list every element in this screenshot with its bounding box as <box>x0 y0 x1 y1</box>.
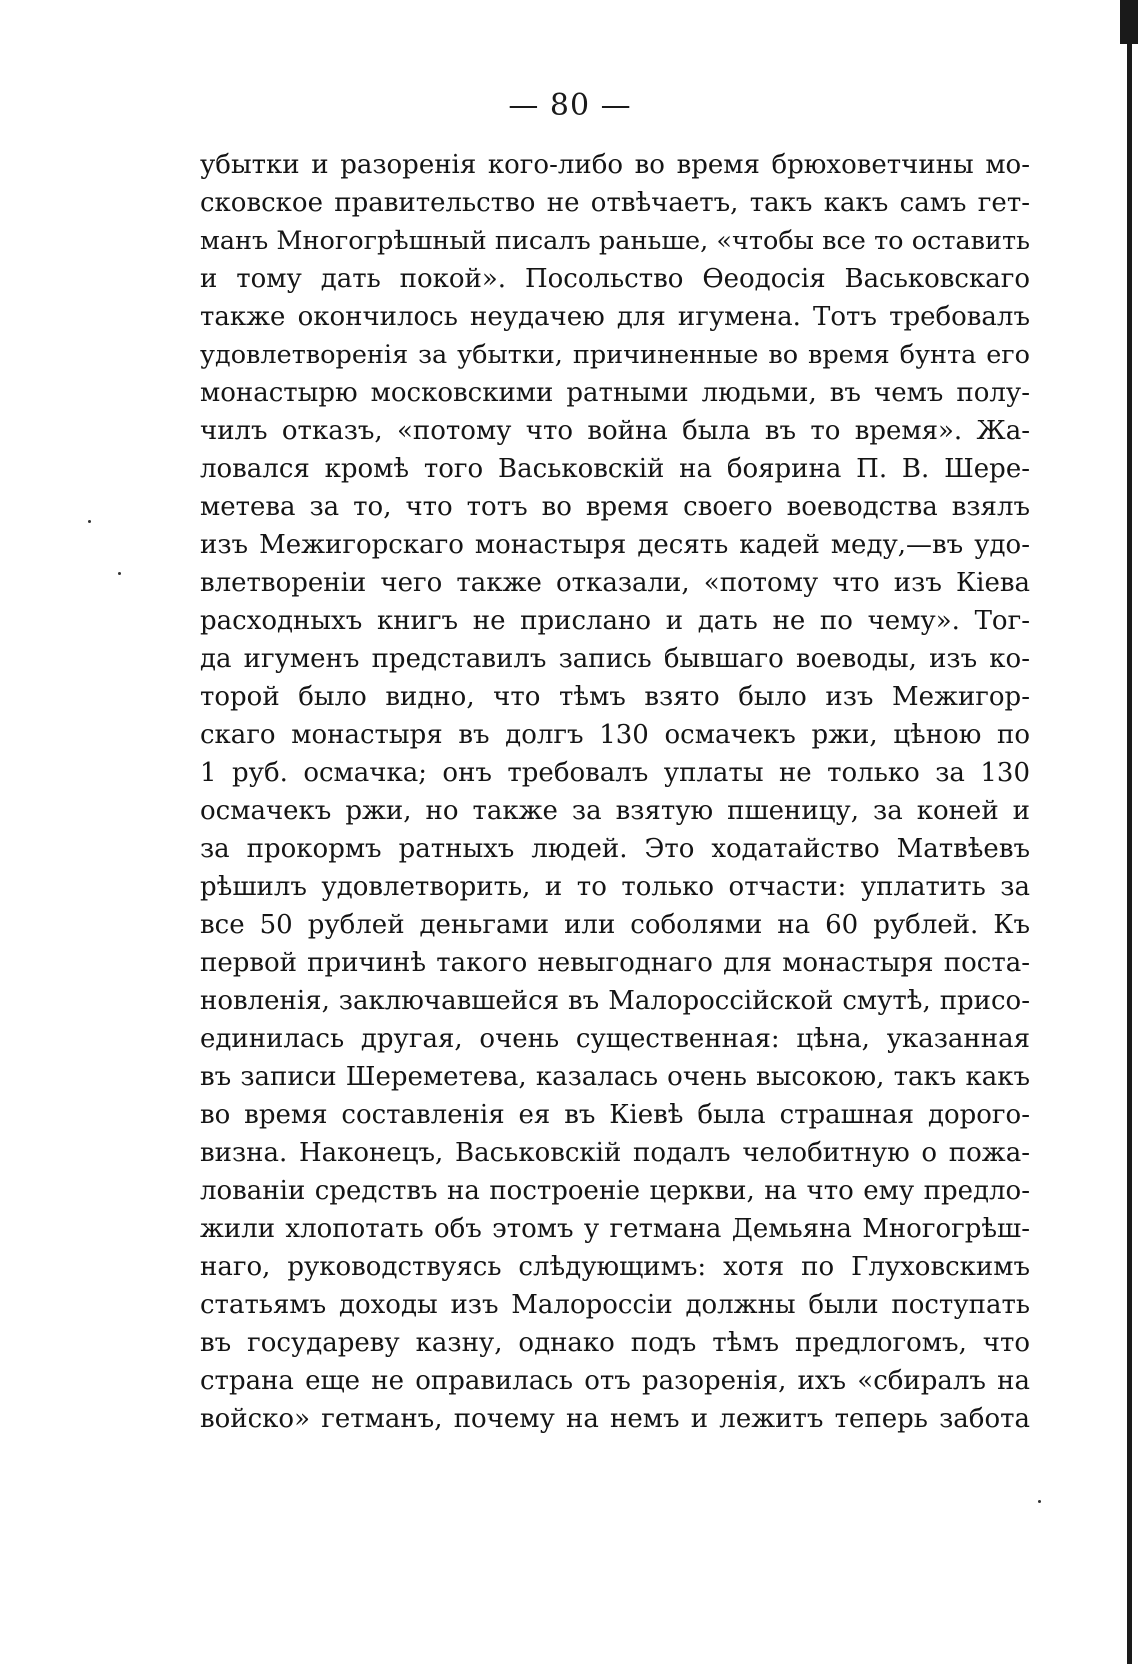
text-line: изъ Межигорскаго монастыря десять кадей меду,—въ удо- <box>200 530 1030 560</box>
text-line: во время составленія ея въ Кіевѣ была страшная дорого- <box>200 1100 1030 1130</box>
body-text <box>200 146 1030 1438</box>
text-line: ловался кромѣ того Васьковскій на боярина П. В. Шере- <box>200 454 1030 484</box>
text-line: визна. Наконецъ, Васьковскій подалъ челобитную о пожа- <box>200 1138 1030 1168</box>
text-line: статьямъ доходы изъ Малороссіи должны были поступать <box>200 1290 1030 1320</box>
scan-edge-mark <box>1120 0 1138 44</box>
text-line: да игуменъ представилъ запись бывшаго воеводы, изъ ко- <box>200 644 1030 674</box>
text-line: осмачекъ ржи, но также за взятую пшеницу, за коней и <box>200 796 1030 826</box>
text-line: и тому дать покой». Посольство Ѳеодосія Васьковскаго <box>200 264 1030 294</box>
scan-speck <box>88 520 91 523</box>
text-line: все 50 рублей деньгами или соболями на 60 рублей. Къ <box>200 910 1030 940</box>
text-line: 1 руб. осмачка; онъ требовалъ уплаты не только за 130 <box>200 758 1030 788</box>
page-number: — 80 — <box>508 88 632 123</box>
text-line: влетвореніи чего также отказали, «потому что изъ Кіева <box>200 568 1030 598</box>
text-line: рѣшилъ удовлетворить, и то только отчасти: уплатить за <box>200 872 1030 902</box>
text-line: метева за то, что тотъ во время своего воеводства взялъ <box>200 492 1030 522</box>
text-line: за прокормъ ратныхъ людей. Это ходатайство Матвѣевъ <box>200 834 1030 864</box>
scan-speck <box>1038 1500 1041 1503</box>
text-line: наго, руководствуясь слѣдующимъ: хотя по Глуховскимъ <box>200 1252 1030 1282</box>
text-line: сковское правительство не отвѣчаетъ, такъ какъ самъ гет- <box>200 188 1030 218</box>
text-line: новленія, заключавшейся въ Малороссійской смутѣ, присо- <box>200 986 1030 1016</box>
text-line: удовлетворенія за убытки, причиненные во время бунта его <box>200 340 1030 370</box>
text-line: расходныхъ книгъ не прислано и дать не по чему». Тог- <box>200 606 1030 636</box>
text-line: манъ Многогрѣшный писалъ раньше, «чтобы все то оставить <box>200 226 1030 256</box>
scan-edge <box>1118 0 1140 1664</box>
text-line: жили хлопотать объ этомъ у гетмана Демьяна Многогрѣш- <box>200 1214 1030 1244</box>
text-line: лованіи средствъ на построеніе церкви, на что ему предло- <box>200 1176 1030 1206</box>
text-line: чилъ отказъ, «потому что война была въ то время». Жа- <box>200 416 1030 446</box>
scan-edge-line <box>1127 40 1132 1664</box>
scan-speck <box>118 572 121 575</box>
text-line: страна еще не оправилась отъ разоренія, ихъ «сбиралъ на <box>200 1366 1030 1396</box>
text-line: въ записи Шереметева, казалась очень высокою, такъ какъ <box>200 1062 1030 1092</box>
text-line: убытки и разоренія кого-либо во время брюховетчины мо- <box>200 150 1030 180</box>
text-line: первой причинѣ такого невыгоднаго для монастыря поста- <box>200 948 1030 978</box>
text-line: въ государеву казну, однако подъ тѣмъ предлогомъ, что <box>200 1328 1030 1358</box>
text-line: войско» гетманъ, почему на немъ и лежитъ теперь забота <box>200 1404 1030 1434</box>
text-line: единилась другая, очень существенная: цѣна, указанная <box>200 1024 1030 1054</box>
text-line: монастырю московскими ратными людьми, въ чемъ полу- <box>200 378 1030 408</box>
text-line: скаго монастыря въ долгъ 130 осмачекъ ржи, цѣною по <box>200 720 1030 750</box>
text-line: также окончилось неудачею для игумена. Тотъ требовалъ <box>200 302 1030 332</box>
text-line: торой было видно, что тѣмъ взято было изъ Межигор- <box>200 682 1030 712</box>
